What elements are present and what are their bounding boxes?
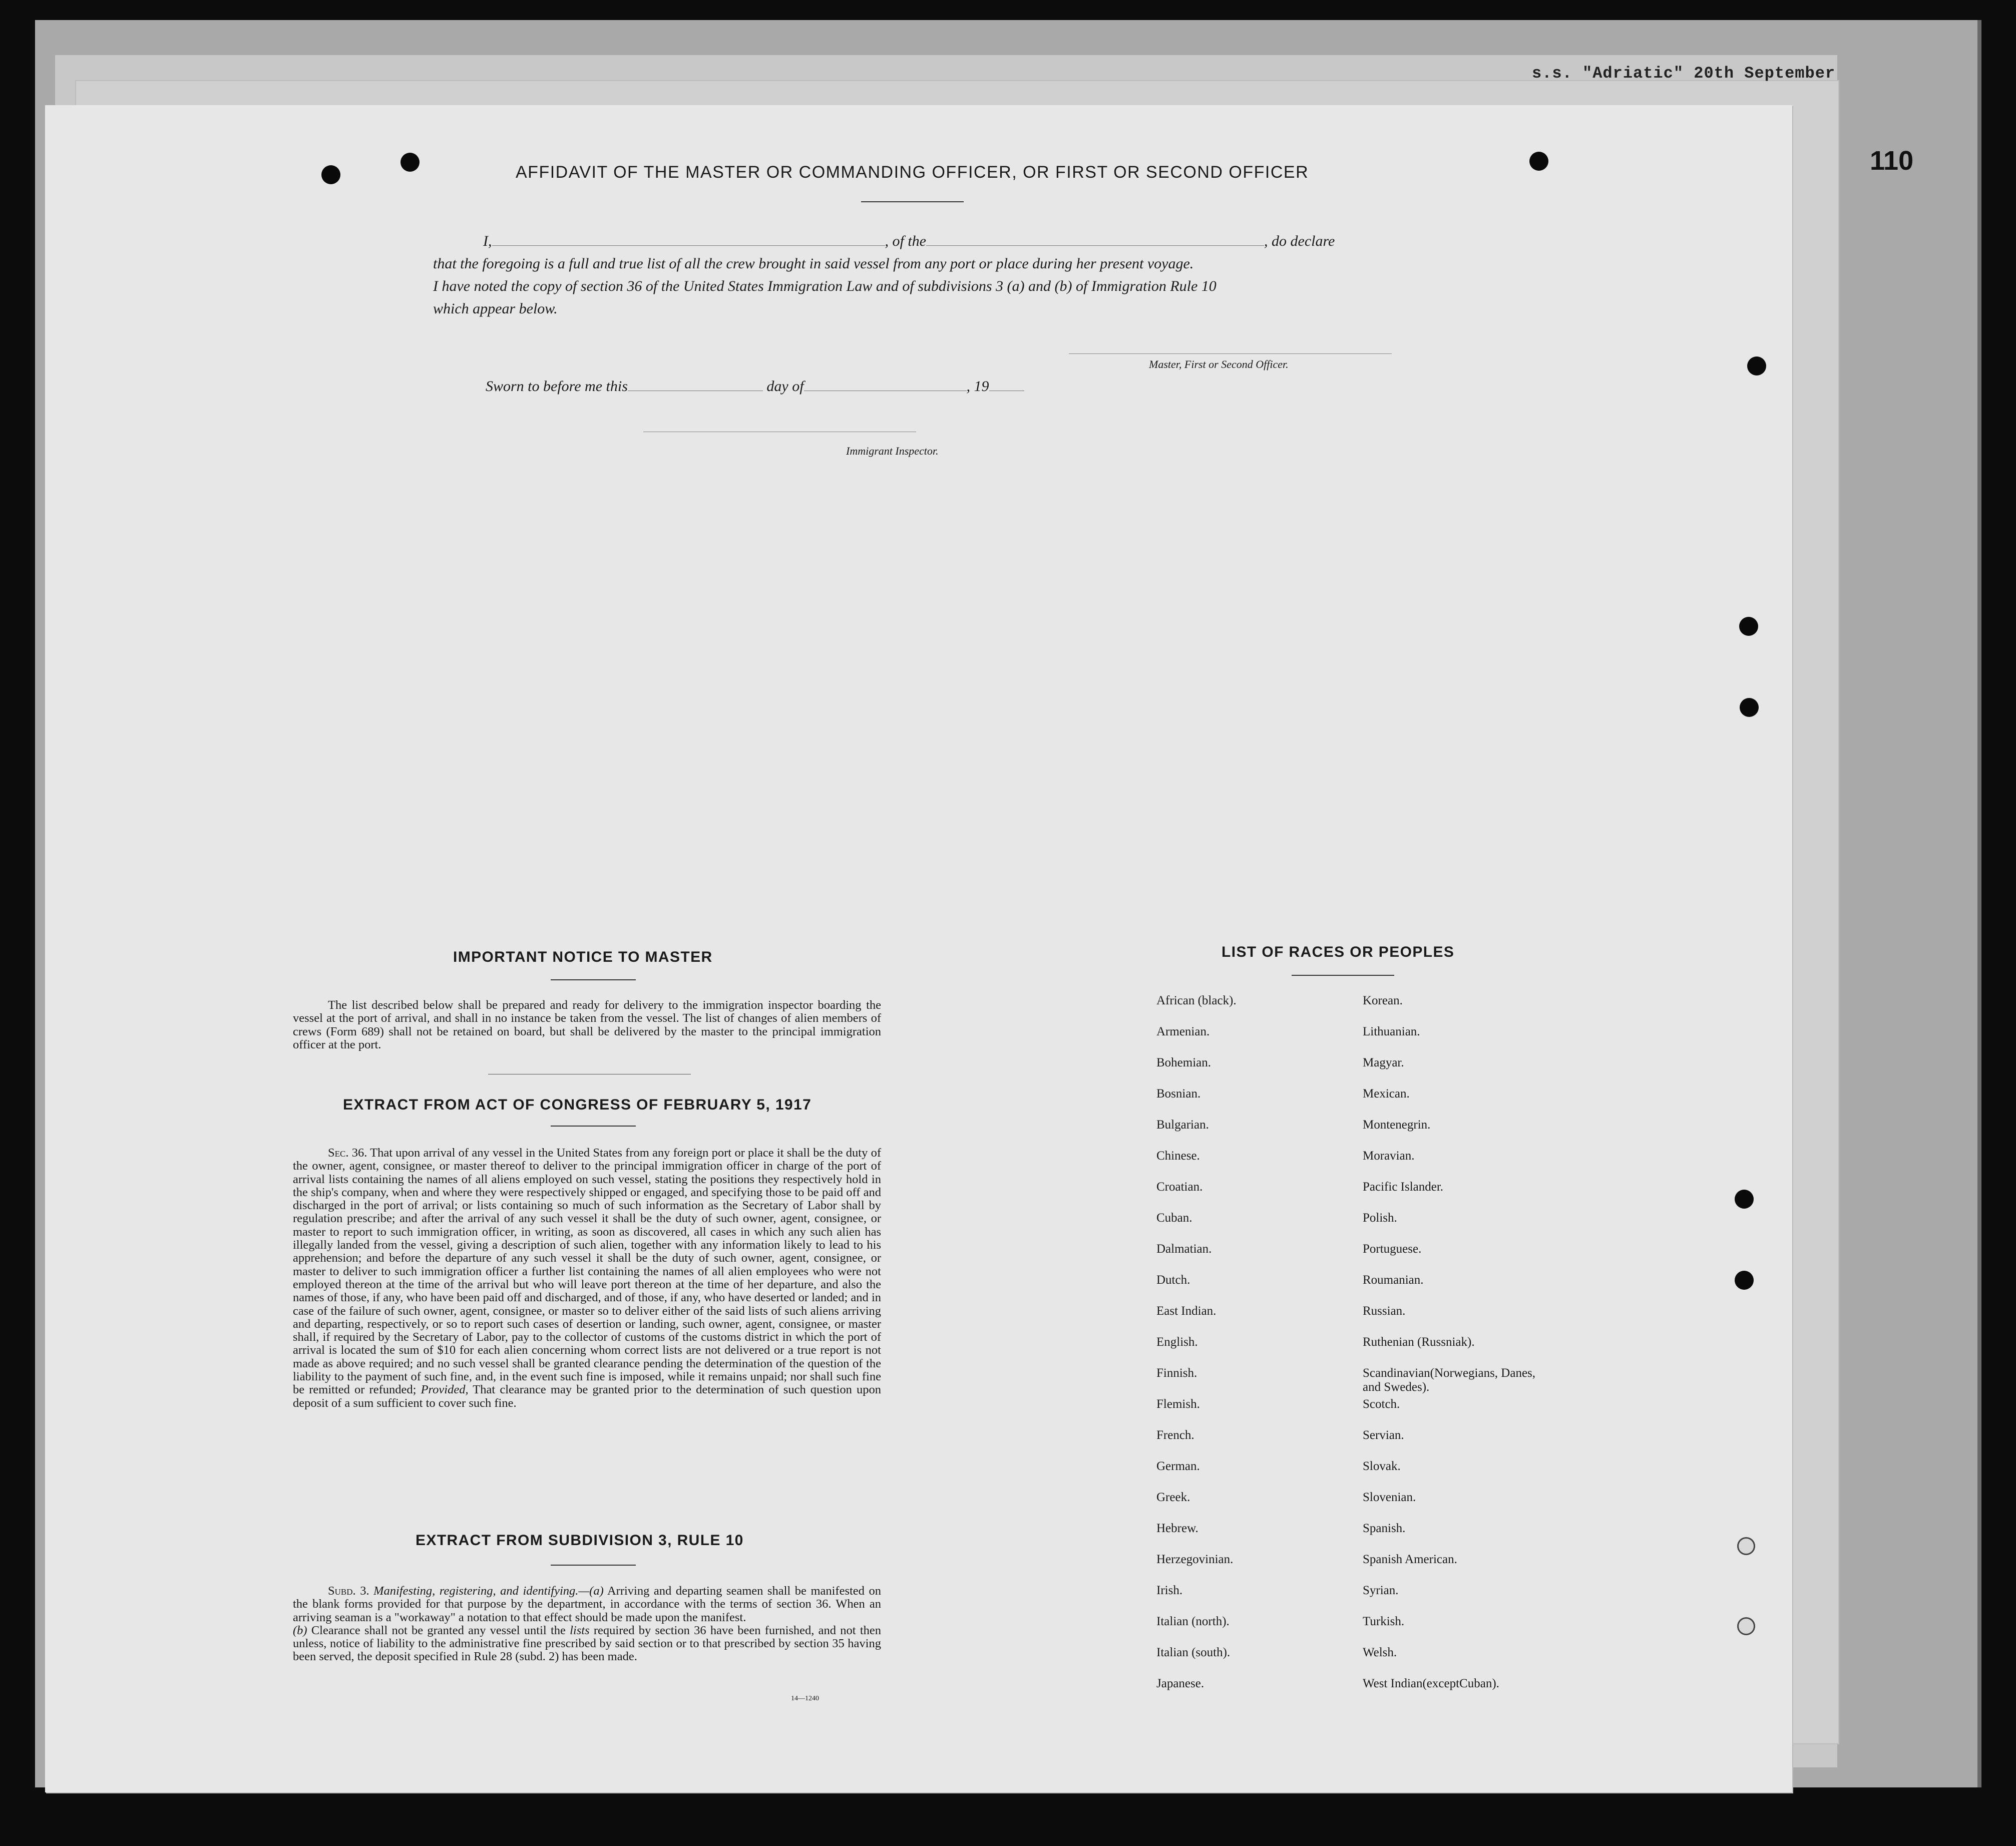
race-item: Chinese. [1156,1149,1200,1163]
race-item: Flemish. [1156,1397,1200,1411]
title-underline [861,201,964,202]
race-item: Hebrew. [1156,1522,1198,1535]
notice-title: IMPORTANT NOTICE TO MASTER [453,949,713,965]
race-item: Servian. [1363,1428,1404,1442]
races-right-column [1363,994,1553,1708]
inspector-caption: Immigrant Inspector. [846,445,939,457]
punch-hole [1735,1190,1754,1209]
race-item: Scandinavian(Norwegians, Danes, and Swedes). [1363,1366,1536,1394]
signature-line [1069,353,1392,354]
race-item: Greek. [1156,1491,1190,1504]
punch-hole [1529,152,1548,171]
notice-underline [551,979,636,980]
race-item: Magyar. [1363,1056,1404,1069]
race-item: Scotch. [1363,1397,1400,1411]
race-item: English. [1156,1335,1198,1349]
race-item: Russian. [1363,1304,1406,1318]
race-item: Slovak. [1363,1459,1401,1473]
punch-hole [1747,356,1766,376]
races-underline [1292,975,1394,976]
punch-hole [1739,617,1758,636]
races-left-column [1156,994,1237,1708]
race-item: Montenegrin. [1363,1118,1431,1132]
act-section-36: Sec. 36. That upon arrival of any vessel in the United States from any foreign port or place it shall be the duty of the owner, agent, consignee, or master thereof to deliver to the principal immigration officer in charge of the port of arrival lists containing the names of all aliens employed on such vessel, stating the positions they respectively hold in the ship's company, when and where they were respectively shipped or engaged, and specifying those to be paid off and discharged in the port of arrival; or lists containing so much of such information as the Secretary of Labor shall by regulation prescribe; and after the arrival of any such vessel it shall be the duty of such owner, agent, consignee, or master to report to such immigration officer, in writing, as soon as discovered, all cases in which any such alien has illegally landed from the vessel, giving a description of such alien, together with any information likely to lead to his apprehension; and before the departure of any such vessel it shall be the duty of such owner, agent, consignee, or master to deliver to such immigration officer a further list containing the names of all alien employees who were not employed thereon at the time of the arrival but who will leave port thereon at the time of her departure, and also the names of those, if any, who have been paid off and discharged, and of those, if any, who have deserted or landed; and in case of the failure of such owner, agent, consignee, or master so to deliver either of the said lists of such aliens arriving and departing, respectively, or so to report such cases of desertion or landing, such owner, agent, consignee, or master shall, if required by the Secretary of Labor, pay to the collector of customs of the customs district in which the port of arrival is located the sum of $10 for each alien concerning whom correct lists are not delivered or a true report is not made as above required; and no such vessel shall be granted clearance pending the determination of the question of the liability to the payment of such fine, and, in the event such fine is imposed, while it remains unpaid; nor shall such fine be remitted or refunded; Provided, That clearance may be granted prior to the determination of such question upon deposit of a sum sufficient to cover such fine. [293,1146,881,1410]
race-item: Herzegovinian. [1156,1553,1234,1566]
race-item: Cuban. [1156,1211,1192,1225]
punch-hole [400,153,420,172]
race-item: Slovenian. [1363,1491,1416,1504]
race-item: African (black). [1156,994,1237,1007]
race-item: Croatian. [1156,1180,1203,1194]
act-extract-underline [551,1126,636,1127]
affidavit-body-line3: which appear below. [433,300,558,317]
race-item: Bohemian. [1156,1056,1212,1069]
race-item: Syrian. [1363,1584,1399,1597]
race-item: Portuguese. [1363,1242,1422,1256]
race-item: Moravian. [1363,1149,1415,1163]
page-number: 110 [1870,146,1914,176]
form-code: 14—1240 [791,1695,819,1702]
act-extract-title: EXTRACT FROM ACT OF CONGRESS OF FEBRUARY 5, 1917 [343,1096,812,1113]
punch-hole [1740,698,1759,717]
races-title: LIST OF RACES OR PEOPLES [1222,944,1455,960]
race-item: German. [1156,1459,1200,1473]
affidavit-body-line1: that the foregoing is a full and true list of all the crew brought in said vessel from any port or place during her present voyage. [433,255,1194,272]
race-item: Roumanian. [1363,1273,1424,1287]
race-item: Polish. [1363,1211,1397,1225]
punch-hole-ring [1737,1537,1755,1555]
race-item: West Indian(exceptCuban). [1363,1677,1499,1690]
race-item: Italian (north). [1156,1615,1230,1628]
race-item: Bulgarian. [1156,1118,1209,1132]
race-item: Spanish American. [1363,1553,1457,1566]
race-item: Armenian. [1156,1025,1210,1038]
race-item: Lithuanian. [1363,1025,1420,1038]
affidavit-body-line2: I have noted the copy of section 36 of the United States Immigration Law and of subdivisions 3 (a) and (b) of Immigration Rule 10 [433,278,1217,294]
ship-date-header: s.s. "Adriatic" 20th September [1532,64,1836,83]
race-item: Dutch. [1156,1273,1190,1287]
rule-extract-title: EXTRACT FROM SUBDIVISION 3, RULE 10 [416,1532,744,1549]
race-item: Pacific Islander. [1363,1180,1444,1194]
signature-caption: Master, First or Second Officer. [1149,358,1289,371]
race-item: Welsh. [1363,1646,1397,1659]
race-item: East Indian. [1156,1304,1217,1318]
race-item: French. [1156,1428,1194,1442]
punch-hole [1735,1271,1754,1290]
race-item: Irish. [1156,1584,1183,1597]
race-item: Finnish. [1156,1366,1197,1380]
rule-extract-underline [551,1565,636,1566]
sworn-line: Sworn to before me this day of , 19 [486,378,1024,395]
race-item: Dalmatian. [1156,1242,1212,1256]
race-item: Ruthenian (Russniak). [1363,1335,1475,1349]
race-item: Turkish. [1363,1615,1405,1628]
punch-hole [321,165,340,184]
declaration-line: I, , of the , do declare [483,233,1335,249]
race-item: Bosnian. [1156,1087,1201,1100]
race-item: Mexican. [1363,1087,1410,1100]
race-item: Spanish. [1363,1522,1406,1535]
affidavit-title: AFFIDAVIT OF THE MASTER OR COMMANDING OFFICER, OR FIRST OR SECOND OFFICER [516,163,1309,182]
punch-hole-ring [1737,1617,1755,1635]
race-item: Japanese. [1156,1677,1204,1690]
race-item: Italian (south). [1156,1646,1231,1659]
notice-body: The list described below shall be prepared and ready for delivery to the immigration inspector boarding the vessel at the port of arrival, and shall in no instance be taken from the vessel. The list of changes of alien members of crews (Form 689) shall not be retained on board, but shall be delivered by the master to the principal immigration officer at the port. [293,998,881,1051]
rule-subdivision-3: Subd. 3. Manifesting, registering, and identifying.—(a) Arriving and departing seamen shall be manifested on the blank forms provided for that purpose by the department, in accordance with the terms of section 36. When an arriving seaman is a "workaway" a notation to that effect should be made upon the manifest. (b) Clearance shall not be granted any vessel until the lists required by section 36 have been furnished, and not then unless, notice of liability to the administrative fine prescribed by said section or to that prescribed by section 35 having been served, the deposit specified in Rule 28 (subd. 2) has been made. [293,1584,881,1664]
race-item: Korean. [1363,994,1403,1007]
